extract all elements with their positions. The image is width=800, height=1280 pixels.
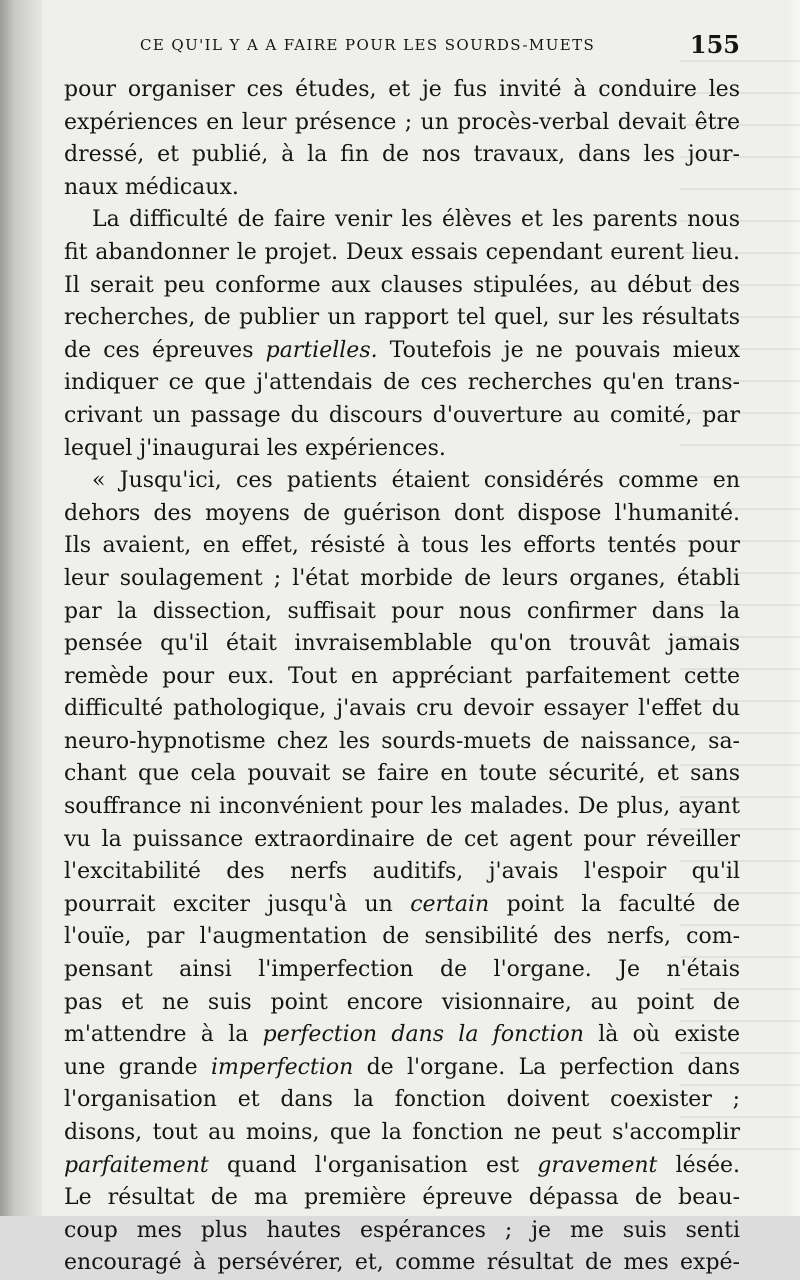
text-line: difficulté pathologique, j'avais cru devoir essayer l'effet du: [64, 696, 740, 722]
text-line: Le résultat de ma première épreuve dépassa de beau-: [64, 1185, 740, 1211]
text-line: fit abandonner le projet. Deux essais cependant eurent lieu.: [64, 239, 740, 265]
text-run: lésée.: [657, 1152, 740, 1178]
text-line: pas et ne suis point encore visionnaire, au point de: [64, 989, 740, 1015]
text-line: chant que cela pouvait se faire en toute sécurité, et sans: [64, 761, 740, 787]
page-number: 155: [689, 30, 740, 59]
text-run: Toutefois je ne pouvais mieux: [377, 337, 740, 363]
text-line: vu la puissance extraordinaire de cet agent pour réveiller: [64, 826, 740, 852]
text-line: pensant ainsi l'imperfection de l'organe. Je n'étais: [64, 957, 740, 983]
text-line: pensée qu'il était invraisemblable qu'on trouvât jamais: [64, 631, 740, 657]
emphasis: partielles.: [265, 337, 378, 363]
text-line: encouragé à persévérer, et, comme résultat de mes expé-: [64, 1250, 740, 1276]
text-run: une grande: [64, 1054, 211, 1080]
text-line: coup mes plus hautes espérances ; je me suis senti: [64, 1217, 740, 1243]
page-header: [140, 30, 740, 59]
text-run: quand l'organisation est: [208, 1152, 538, 1178]
text-line: [64, 889, 740, 922]
body-text: [64, 74, 740, 1280]
text-line: l'organisation et dans la fonction doivent coexister ;: [64, 1087, 740, 1113]
text-line: lequel j'inaugurai les expériences.: [64, 435, 446, 461]
text-line: remède pour eux. Tout en appréciant parfaitement cette: [64, 663, 740, 689]
text-run: là où existe: [583, 1022, 740, 1048]
emphasis: gravement: [537, 1152, 658, 1178]
text-run: m'attendre à la: [64, 1022, 263, 1048]
emphasis: perfection dans la fonction: [262, 1022, 584, 1048]
text-line: l'ouïe, par l'augmentation de sensibilité des nerfs, com-: [64, 924, 740, 950]
text-line: indiquer ce que j'attendais de ces recherches qu'en trans-: [64, 370, 740, 396]
page-binding-shadow: [0, 0, 42, 1216]
text-run: pourrait exciter jusqu'à un: [64, 891, 411, 917]
text-run: de l'organe. La perfection dans: [353, 1054, 740, 1080]
text-line: crivant un passage du discours d'ouverture au comité, par: [64, 402, 740, 428]
text-line: naux médicaux.: [64, 174, 239, 200]
text-line: l'excitabilité des nerfs auditifs, j'avais l'espoir qu'il: [64, 859, 740, 885]
emphasis: certain: [410, 891, 490, 917]
emphasis: imperfection: [210, 1054, 354, 1080]
text-line: [64, 1150, 740, 1183]
text-line: La difficulté de faire venir les élèves et les parents nous: [92, 207, 740, 233]
text-line: souffrance ni inconvénient pour les malades. De plus, ayant: [64, 794, 740, 820]
text-line: Ils avaient, en effet, résisté à tous les efforts tentés pour: [64, 533, 740, 559]
text-run: point la faculté de: [489, 891, 740, 917]
text-line: par la dissection, suffisait pour nous confirmer dans la: [64, 598, 740, 624]
text-line: [64, 1019, 740, 1052]
text-line: « Jusqu'ici, ces patients étaient considérés comme en: [92, 468, 740, 494]
text-line: Il serait peu conforme aux clauses stipulées, au début des: [64, 272, 740, 298]
text-line: recherches, de publier un rapport tel quel, sur les résultats: [64, 305, 740, 331]
text-line: pour organiser ces études, et je fus invité à conduire les: [64, 77, 740, 102]
text-line: [64, 335, 740, 368]
text-line: [64, 1052, 740, 1085]
text-line: dehors des moyens de guérison dont dispose l'humanité.: [64, 500, 740, 526]
text-run: de ces épreuves: [64, 337, 266, 363]
text-line: disons, tout au moins, que la fonction ne peut s'accomplir: [64, 1120, 740, 1145]
text-line: expériences en leur présence ; un procès-verbal devait être: [64, 109, 740, 135]
emphasis: parfaitement: [64, 1152, 209, 1178]
text-line: dressé, et publié, à la fin de nos travaux, dans les jour-: [64, 142, 740, 168]
running-title: CE QU'IL Y A A FAIRE POUR LES SOURDS-MUETS: [140, 36, 596, 54]
text-line: neuro-hypnotisme chez les sourds-muets de naissance, sa-: [64, 728, 740, 754]
text-line: leur soulagement ; l'état morbide de leurs organes, établi: [64, 565, 740, 591]
